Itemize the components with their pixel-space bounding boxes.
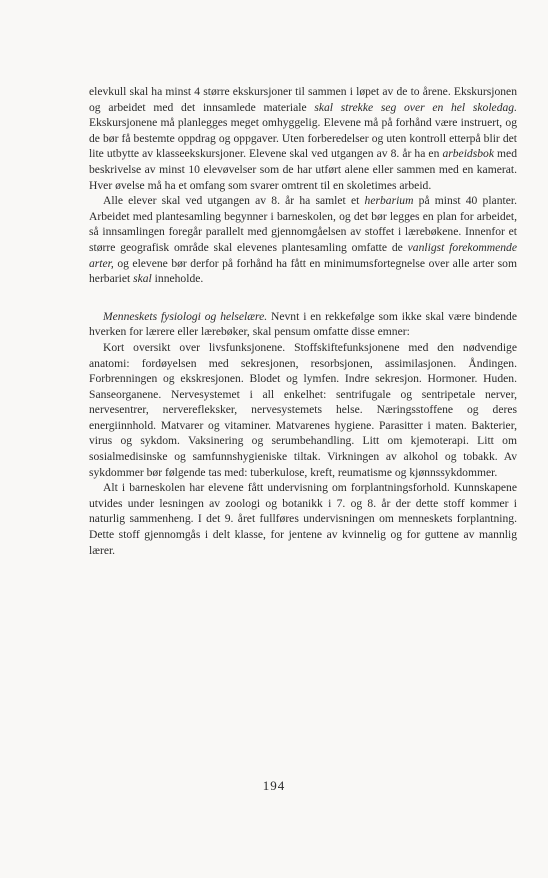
text-run: med beskrivelse av minst 10 elevøvelser som de har utført alene eller sammen med en kamerat. Hver øvelse må ha et omfang som svarer omtrent til en skoletimes arbeid.: [89, 147, 517, 192]
paragraph-spacer: [89, 287, 517, 309]
italic-text-run: vanligst forekommende arter,: [89, 240, 517, 270]
italic-text-run: herbarium: [364, 194, 414, 208]
paragraph-p5: [89, 480, 517, 558]
italic-text-run: arbeidsbok: [442, 147, 494, 161]
paragraph-p4: [89, 340, 517, 480]
text-run: Alle elever skal ved utgangen av 8. år ha samlet et: [103, 194, 365, 208]
text-run: og elevene bør derfor på forhånd ha fått en minimumsfortegnelse over alle arter som herbariet: [89, 256, 517, 286]
italic-text-run: skal strekke seg over en hel skoledag.: [314, 100, 517, 114]
paragraph-p2: [89, 193, 517, 287]
paragraph-p1: [89, 84, 517, 193]
text-run: inneholde.: [151, 272, 204, 286]
text-run: Ekskursjonene må planlegges meget omhyggelig. Elevene må på forhånd være instruert, og de bør få bestemte oppdrag og oppgaver. Uten forberedelser og uten kontroll etterpå blir det lite utbytte av klasseekskursjoner. Elevene skal ved utgangen av 8. år ha en: [89, 116, 517, 161]
page-body-text: [89, 84, 517, 558]
text-run: på minst 40 planter. Arbeidet med plantesamling begynner i barneskolen, og det bør legges en plan for arbeidet, så innsamlingen foregår parallelt med gjennomgåelsen av stoffet i lærebøkene. Innenfor et større geografisk område skal elevenes plantesamling omfatte de: [89, 194, 517, 254]
italic-text-run: Menneskets fysiologi og helselære.: [103, 309, 268, 323]
text-run: Nevnt i en rekkefølge som ikke skal være bindende hverken for lærere eller lærebøker, skal pensum omfatte disse emner:: [89, 309, 518, 339]
paragraph-p3: [89, 309, 517, 340]
text-run: Alt i barneskolen har elevene fått undervisning om forplantningsforhold. Kunnskapene utvides under lesningen av zoologi og botanikk i 7. og 8. år der dette stoff kommer i naturlig sammenheng. I det 9. året fullføres undervisningen om menneskets forplantning. Dette stoff gjennomgås i delt klasse, for jentene av kvinnelig og for guttene av mannlig lærer.: [89, 481, 517, 557]
text-run: Kort oversikt over livsfunksjonene. Stoffskiftefunksjonene med den nødvendige anatomi: fordøyelsen med sekresjonen, resorbsjonen, assimilasjonen. Åndingen. Forbrenningen og ekskresjonen. Blodet og lymfen. Indre sekresjon. Hormoner. Huden. Sanseorganene. Nervesystemet i all enkelhet: sentrifugale og sentripetale nerver, nervesentrer, nerverefleksker, nervesystemets helse. Næringsstoffene og deres energiinnhold. Matvarer og vitaminer. Matvarenes hygiene. Parasitter i maten. Bakterier, virus og sykdom. Vaksinering og serumbehandling. Litt om kjemoterapi. Litt om sosialmedisinske og samfunnshygieniske tiltak. Virkningen av alkohol og tobakk. Av sykdommer bør følgende tas med: tuberkulose, kreft, reumatisme og kjønnssykdommer.: [89, 340, 517, 479]
text-run: elevkull skal ha minst 4 større ekskursjoner til sammen i løpet av de to årene. Ekskursjonen og arbeidet med det innsamlede materiale: [89, 85, 517, 114]
italic-text-run: skal: [133, 272, 152, 286]
page-number: 194: [262, 778, 286, 793]
